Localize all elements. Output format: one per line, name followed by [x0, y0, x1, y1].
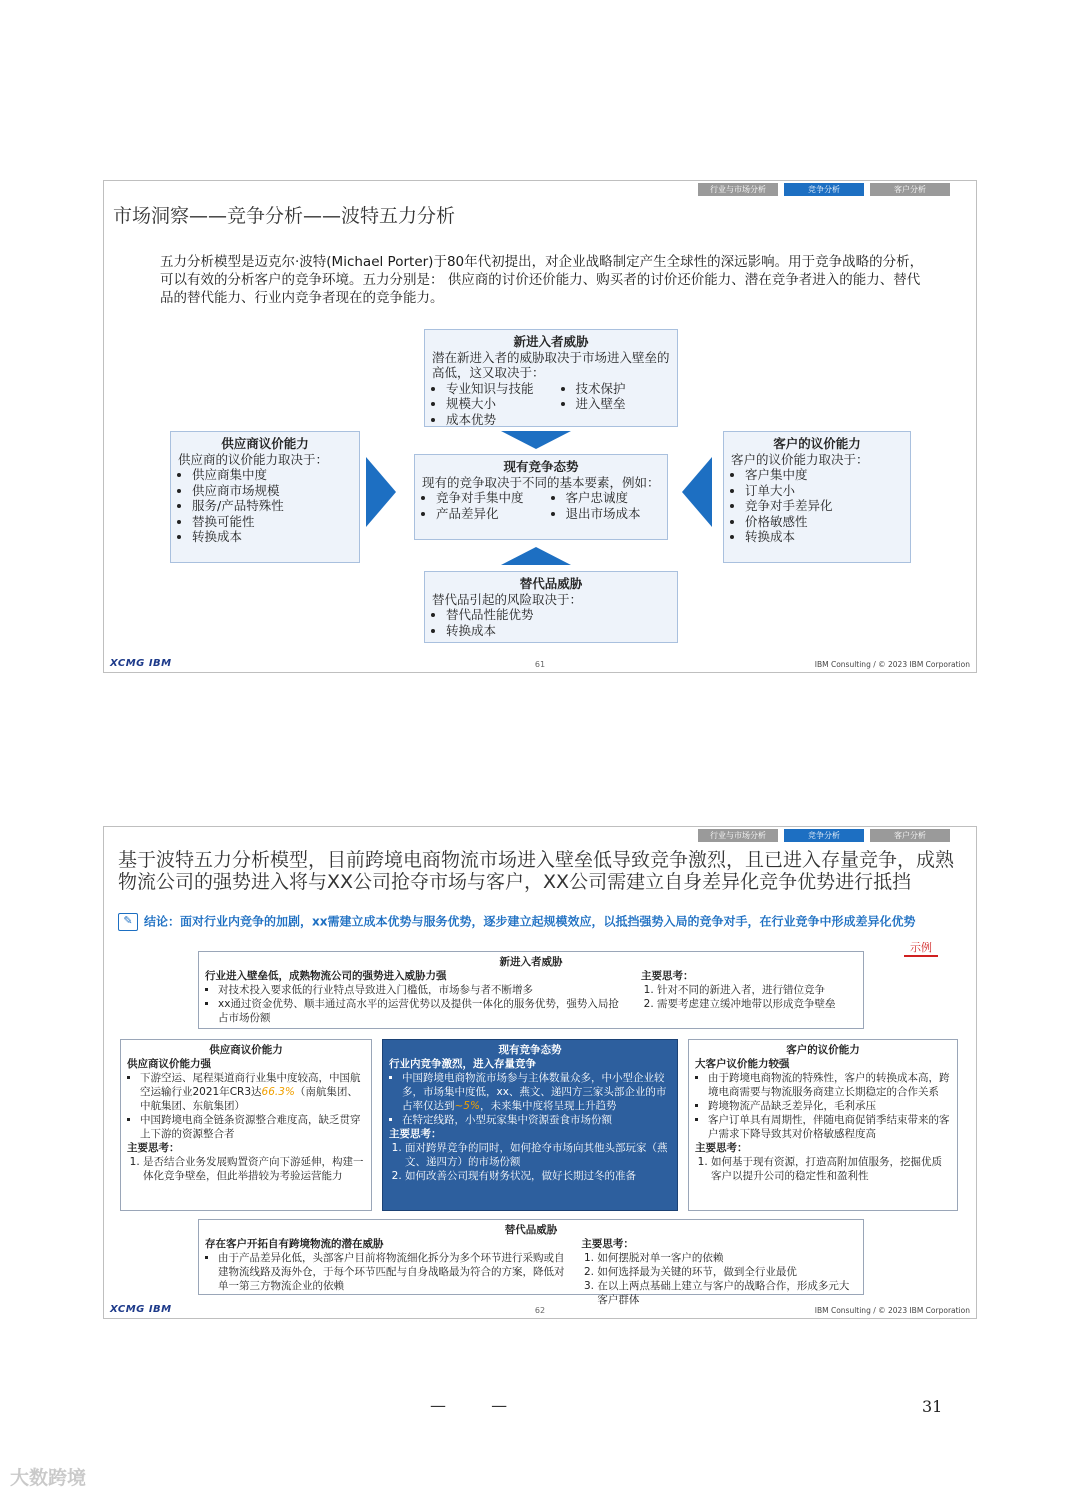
list-item: • 转换成本 [745, 529, 903, 545]
supplier-list [127, 1071, 365, 1141]
list-item: • 价格敏感性 [745, 514, 903, 530]
customer-title: 客户的议价能力 [786, 1044, 860, 1056]
supplier-title: 供应商议价能力 [209, 1044, 283, 1056]
customer-subtitle: 大客户议价能力较强 [695, 1058, 790, 1070]
list-item: 2. 需要考虑建立缓冲地带以形成竞争壁垒 [657, 997, 836, 1011]
new-entrant-subtitle: 行业进入壁垒低，成熟物流公司的强势进入威胁力强 [205, 970, 447, 982]
example-tag: 示例 [904, 939, 938, 957]
tab-competition: 竞争分析 [784, 183, 864, 196]
list-item: • 成本优势 [446, 412, 534, 428]
arrow-right-icon [366, 457, 398, 527]
substitute-title: 替代品威胁 [519, 576, 583, 591]
footer-logo: XCMG IBM [110, 658, 172, 669]
list-item: ▪ 客户订单具有周期性，伴随电商促销季结束带来的客户需求下降导致其对价格敏感程度高 [708, 1113, 951, 1141]
list-item: • 技术保护 [576, 381, 626, 397]
tab-competition: 竞争分析 [784, 829, 864, 842]
list-item: • 进入壁垒 [576, 396, 626, 412]
list-item: • 转换成本 [192, 529, 352, 545]
new-entrant-title: 新进入者威胁 [513, 334, 589, 349]
current-list [389, 1071, 671, 1127]
supplier-subtitle: 供应商议价能力强 [127, 1058, 211, 1070]
supplier-title: 供应商议价能力 [221, 436, 309, 451]
list-item: 3. 在以上两点基础上建立与客户的战略合作，形成多元大客户群体 [597, 1279, 857, 1307]
list-item: ▪ 中国跨境电商物流市场参与主体数量众多，中小型企业较多，市场集中度低，xx、燕文、递四方三家头部企业的市占率仅达到~5%，未来集中度将呈现上升趋势 [402, 1071, 671, 1113]
customer-title: 客户的议价能力 [773, 436, 861, 451]
list-item: • 供应商市场规模 [192, 483, 352, 499]
list-item: 1. 如何摆脱对单一客户的依赖 [597, 1251, 857, 1265]
think-list [641, 983, 836, 1011]
list-item: 1. 面对跨界竞争的同时，如何抢夺市场向其他头部玩家（燕文、递四方）的市场份额 [405, 1141, 671, 1169]
slide-title: 基于波特五力分析模型，目前跨境电商物流市场进入壁垒低导致竞争激烈，且已进入存量竞争，成熟物流公司的强势进入将与XX公司抢夺市场与客户，XX公司需建立自身差异化竞争优势进行抵挡 [118, 849, 955, 893]
new-entrant-list [205, 983, 625, 1025]
list-item: 1. 如何基于现有资源，打造高附加值服务，挖掘优质客户以提升公司的稳定性和盈利性 [711, 1155, 951, 1183]
list-item: 2. 如何改善公司现有财务状况，做好长期过冬的准备 [405, 1169, 671, 1183]
think-title: 主要思考： [641, 970, 694, 982]
list-item: ▪ 由于跨境电商物流的特殊性，客户的转换成本高，跨境电商需要与物流服务商建立长期稳定的合作关系 [708, 1071, 951, 1099]
list-item: • 客户集中度 [745, 467, 903, 483]
customer-box [688, 1039, 958, 1211]
slide-competition-detail [103, 826, 977, 1319]
think-list [581, 1251, 857, 1307]
list-item: ▪ 下游空运、尾程渠道商行业集中度较高，中国航空运输行业2021年CR3达66.3%（南航集团、中航集团、东航集团） [140, 1071, 365, 1113]
list-item: • 竞争对手集中度 [436, 490, 524, 506]
list-item: • 转换成本 [446, 623, 670, 639]
list-item: • 专业知识与技能 [446, 381, 534, 397]
list-item: • 供应商集中度 [192, 467, 352, 483]
list-item: ▪ 对技术投入要求低的行业特点导致进入门槛低，市场参与者不断增多 [218, 983, 625, 997]
substitute-title: 替代品威胁 [504, 1224, 558, 1236]
watermark: 大数跨境 [10, 1467, 87, 1489]
slide-title: 市场洞察——竞争分析——波特五力分析 [113, 205, 456, 227]
page-dashes: — — [430, 1396, 528, 1415]
tab-industry-market: 行业与市场分析 [698, 183, 778, 196]
arrow-left-icon [682, 457, 714, 527]
list-item: ▪ 在特定线路，小型玩家集中资源蚕食市场份额 [402, 1113, 671, 1127]
new-entrant-left-list [432, 381, 534, 428]
current-competition-box [382, 1039, 678, 1211]
note-icon: ✎ [118, 913, 138, 931]
current-competition-title: 现有竞争态势 [498, 1044, 562, 1056]
think-title: 主要思考： [695, 1142, 748, 1154]
list-item: • 替代品性能优势 [446, 607, 670, 623]
intro-paragraph: 五力分析模型是迈克尔·波特(Michael Porter)于80年代初提出，对企业战略制定产生全球性的深远影响。用于竞争战略的分析，可以有效的分析客户的竞争环境。五力分别是： 供应商的讨价还价能力、购买者的讨价还价能力、潜在竞争者进入的能力、替代品的替代能力、行业内竞争者现在的竞争能力。 [160, 254, 924, 306]
think-list [127, 1155, 365, 1183]
arrow-up-icon [501, 547, 571, 567]
list-item: ▪ xx通过资金优势、顺丰通过高水平的运营优势以及提供一体化的服务优势，强势入局抢占市场份额 [218, 997, 625, 1025]
arrow-down-icon [501, 431, 571, 451]
list-item: • 订单大小 [745, 483, 903, 499]
list-item: • 服务/产品特殊性 [192, 498, 352, 514]
think-list [695, 1155, 951, 1183]
slide-number: 61 [534, 660, 546, 669]
current-competition-box [414, 454, 668, 540]
new-entrant-desc: 潜在新进入者的威胁取决于市场进入壁垒的高低，这又取决于： [432, 349, 670, 380]
current-competition-title: 现有竞争态势 [503, 459, 579, 474]
list-item: ▪ 中国跨境电商全链条资源整合难度高，缺乏贯穿上下游的资源整合者 [140, 1113, 365, 1141]
tab-customer: 客户分析 [870, 829, 950, 842]
substitute-desc: 替代品引起的风险取决于： [432, 591, 583, 607]
customer-list [695, 1071, 951, 1141]
customer-desc: 客户的议价能力取决于： [731, 451, 869, 467]
tab-customer: 客户分析 [870, 183, 950, 196]
list-item: 1. 针对不同的新进入者，进行错位竞争 [657, 983, 836, 997]
list-item: ▪ 由于产品差异化低，头部客户目前将物流细化拆分为多个环节进行采购或自建物流线路及海外仓，于每个环节匹配与自身战略最为符合的方案，降低对单一第三方物流企业的依赖 [218, 1251, 571, 1293]
new-entrant-box [424, 329, 678, 427]
tab-industry-market: 行业与市场分析 [698, 829, 778, 842]
page-number: 31 [922, 1397, 943, 1416]
substitute-box [198, 1219, 864, 1306]
list-item: • 规模大小 [446, 396, 534, 412]
supplier-box [120, 1039, 372, 1211]
footer-copyright: IBM Consulting / © 2023 IBM Corporation [814, 660, 970, 669]
list-item: • 替换可能性 [192, 514, 352, 530]
list-item: 2. 如何选择最为关键的环节，做到全行业最优 [597, 1265, 857, 1279]
substitute-subtitle: 存在客户开拓自有跨境物流的潜在威胁 [205, 1238, 384, 1250]
supplier-box [170, 431, 360, 563]
section-tabs [698, 829, 950, 842]
list-item: • 退出市场成本 [566, 506, 641, 522]
current-subtitle: 行业内竞争激烈，进入存量竞争 [389, 1058, 536, 1070]
think-title: 主要思考： [389, 1128, 442, 1140]
list-item: ▪ 跨境物流产品缺乏差异化，毛利承压 [708, 1099, 951, 1113]
current-right-list [552, 490, 641, 521]
slide-porter-five-forces [103, 180, 977, 673]
footer-copyright: IBM Consulting / © 2023 IBM Corporation [814, 1306, 970, 1315]
list-item: • 客户忠诚度 [566, 490, 641, 506]
list-item: • 产品差异化 [436, 506, 524, 522]
conclusion-text: 结论：面对行业内竞争的加剧，xx需建立成本优势与服务优势，逐步建立起规模效应，以抵挡强势入局的竞争对手，在行业竞争中形成差异化优势 [144, 914, 916, 929]
think-list [389, 1141, 671, 1183]
conclusion [118, 913, 958, 931]
list-item: • 竞争对手差异化 [745, 498, 903, 514]
new-entrant-box [198, 951, 864, 1029]
supplier-list [178, 467, 352, 545]
substitute-list [205, 1251, 571, 1293]
think-title: 主要思考： [581, 1238, 634, 1250]
customer-list [731, 467, 903, 545]
section-tabs [698, 183, 950, 196]
supplier-desc: 供应商的议价能力取决于： [178, 451, 329, 467]
slide-number: 62 [534, 1306, 546, 1315]
customer-box [723, 431, 911, 563]
current-left-list [422, 490, 524, 521]
new-entrant-title: 新进入者威胁 [499, 956, 563, 968]
new-entrant-right-list [562, 381, 626, 428]
current-competition-desc: 现有的竞争取决于不同的基本要素，例如： [422, 474, 660, 490]
substitute-box [424, 571, 678, 643]
think-title: 主要思考： [127, 1142, 180, 1154]
footer-logo: XCMG IBM [110, 1304, 172, 1315]
substitute-list [432, 607, 670, 638]
list-item: 1. 是否结合业务发展购置资产向下游延伸，构建一体化竞争壁垒，但此举措较为考验运营能力 [143, 1155, 365, 1183]
